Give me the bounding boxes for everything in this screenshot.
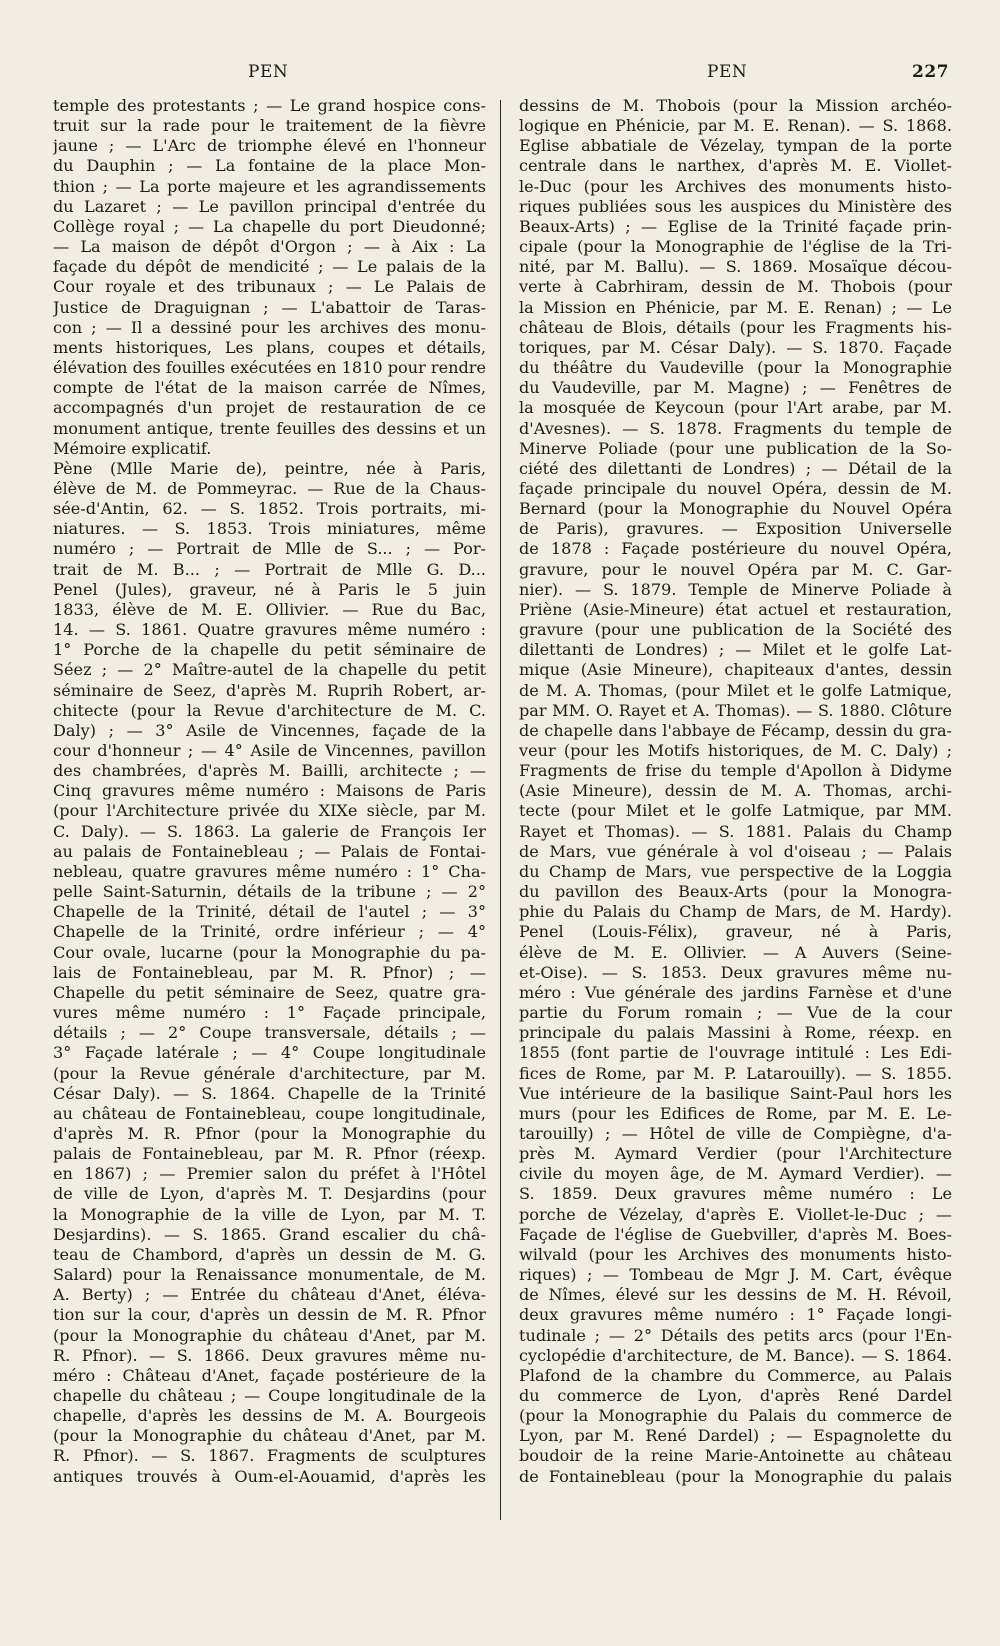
text-line: nebleau, quatre gravures même numéro : 1° Cha- (53, 861, 486, 881)
text-line: chapelle, d'après les dessins de M. A. Bourgeois (53, 1406, 486, 1426)
text-line: tudinale ; — 2° Détails des petits arcs (pour l'En- (519, 1325, 952, 1345)
text-line: (pour l'Architecture privée du XIXe siècle, par M. (53, 801, 486, 821)
text-line: Façade de l'église de Guebviller, d'après M. Boes- (519, 1224, 952, 1244)
text-line: du commerce de Lyon, d'après René Dardel (519, 1386, 952, 1405)
text-line: A. Berty) ; — Entrée du château d'Anet, éléva- (53, 1285, 486, 1305)
text-line: Penel (Louis-Félix), graveur, né à Paris, (519, 922, 952, 942)
text-line: de Nîmes, élevé sur les dessins de M. H. Révoil, (519, 1285, 952, 1305)
text-line: cipale (pour la Monographie de l'église de la Tri- (519, 237, 952, 257)
left-column (53, 96, 486, 1487)
text-line: — La maison de dépôt d'Orgon ; — à Aix : La (53, 237, 486, 257)
text-line: numéro ; — Portrait de Mlle de S... ; — Por- (53, 539, 486, 559)
text-line: élève de M. de Pommeyrac. — Rue de la Chaus- (53, 478, 486, 498)
text-line: Chapelle du petit séminaire de Seez, quatre gra- (53, 982, 486, 1002)
text-line: truit sur la rade pour le traitement de la fièvre (53, 116, 486, 136)
text-line: méro : Vue générale des jardins Farnèse et d'une (519, 982, 952, 1002)
text-line: du Champ de Mars, vue perspective de la Loggia (519, 861, 952, 881)
running-head-left: PEN (248, 62, 289, 82)
text-line: Collège royal ; — La chapelle du port Dieudonné; (53, 216, 486, 236)
text-line: fices de Rome, par M. P. Latarouilly). — S. 1855. (519, 1063, 952, 1083)
text-line: centrale dans le narthex, d'après M. E. Viollet- (519, 156, 952, 176)
text-line: de M. A. Thomas, (pour Milet et le golfe Latmique, (519, 680, 952, 700)
text-line: (pour la Monographie du château d'Anet, par M. (53, 1325, 486, 1345)
text-line: partie du Forum romain ; — Vue de la cour (519, 1003, 952, 1023)
text-line: cour d'honneur ; — 4° Asile de Vincennes, pavillon (53, 741, 486, 760)
text-line: veur (pour les Motifs historiques, de M. C. Daly) ; (519, 741, 952, 760)
text-line: gravure, pour le nouvel Opéra par M. C. Gar- (519, 559, 952, 579)
text-line: ciété des dilettanti de Londres) ; — Détail de la (519, 458, 952, 478)
text-line: élévation des fouilles exécutées en 1810 pour rendre (53, 358, 486, 378)
text-line: R. Pfnor). — S. 1867. Fragments de sculptures (53, 1446, 486, 1466)
text-line: au château de Fontainebleau, coupe longitudinale, (53, 1103, 486, 1123)
text-line: (Asie Mineure), dessin de M. A. Thomas, archi- (519, 781, 952, 801)
text-line: con ; — Il a dessiné pour les archives des monu- (53, 317, 486, 337)
text-line: le-Duc (pour les Archives des monuments histo- (519, 176, 952, 196)
text-line: gravure (pour une publication de la Société des (519, 620, 952, 640)
text-line: du Dauphin ; — La fontaine de la place Mon- (53, 156, 486, 176)
text-line: château de Blois, détails (pour les Fragments his- (519, 317, 952, 337)
text-line: César Daly). — S. 1864. Chapelle de la Trinité (53, 1083, 486, 1103)
text-line: de 1878 : Façade postérieure du nouvel Opéra, (519, 539, 952, 559)
text-line: Justice de Draguignan ; — L'abattoir de Taras- (53, 297, 486, 317)
text-line: (pour la Revue générale d'architecture, par M. (53, 1063, 486, 1083)
text-line: thion ; — La porte majeure et les agrandissements (53, 176, 486, 196)
text-line: Cour ovale, lucarne (pour la Monographie du pa- (53, 942, 486, 962)
text-line: trait de M. B... ; — Portrait de Mlle G. D... (53, 559, 486, 579)
text-line: d'après M. R. Pfnor (pour la Monographie du (53, 1123, 486, 1143)
text-line: la Monographie de la ville de Lyon, par M. T. (53, 1204, 486, 1224)
text-line: accompagnés d'un projet de restauration de ce (53, 398, 486, 418)
text-line: en 1867) ; — Premier salon du préfet à l'Hôtel (53, 1164, 486, 1184)
text-line: Mémoire explicatif. (53, 438, 212, 458)
text-line: tecte (pour Milet et le golfe Latmique, par MM. (519, 801, 952, 821)
text-line: élève de M. E. Ollivier. — A Auvers (Seine- (519, 942, 952, 962)
text-line: toriques, par M. César Daly). — S. 1870. Façade (519, 337, 952, 357)
text-line: Lyon, par M. René Dardel) ; — Espagnolette du (519, 1426, 952, 1446)
text-line: par MM. O. Rayet et A. Thomas). — S. 1880. Clôture (519, 700, 952, 720)
text-line: dessins de M. Thobois (pour la Mission archéo- (519, 96, 952, 115)
text-line: jaune ; — L'Arc de triomphe élevé en l'honneur (53, 136, 486, 156)
text-line: cyclopédie d'architecture, de M. Bance). — S. 1864. (519, 1345, 952, 1365)
text-line: 1855 (font partie de l'ouvrage intitulé : Les Edi- (519, 1043, 952, 1063)
text-line: du pavillon des Beaux-Arts (pour la Monogra- (519, 882, 952, 902)
text-line: Fragments de frise du temple d'Apollon à Didyme (519, 761, 952, 781)
text-line: du théâtre du Vaudeville (pour la Monographie (519, 358, 952, 378)
text-line: Pène (Mlle Marie de), peintre, née à Paris, (53, 458, 486, 478)
text-line: ments historiques, Les plans, coupes et détails, (53, 337, 486, 357)
text-line: méro : Château d'Anet, façade postérieure de la (53, 1365, 486, 1385)
text-line: au palais de Fontainebleau ; — Palais de Fontai- (53, 841, 486, 861)
text-line: C. Daly). — S. 1863. La galerie de François Ier (53, 821, 486, 841)
text-line: Priène (Asie-Mineure) état actuel et restauration, (519, 599, 952, 619)
text-line: wilvald (pour les Archives des monuments histo- (519, 1244, 952, 1264)
text-line: (pour la Monographie du château d'Anet, par M. (53, 1426, 486, 1446)
text-line: phie du Palais du Champ de Mars, de M. Hardy). (519, 902, 952, 922)
text-line: S. 1859. Deux gravures même numéro : Le (519, 1184, 952, 1204)
text-line: lais de Fontainebleau, par M. R. Pfnor) ; — (53, 962, 486, 982)
text-line: Séez ; — 2° Maître-autel de la chapelle du petit (53, 660, 486, 680)
text-line: temple des protestants ; — Le grand hospice cons- (53, 96, 486, 115)
text-line: des chambrées, d'après M. Bailli, architecte ; — (53, 761, 486, 781)
text-line: riques) ; — Tombeau de Mgr J. M. Cart, évêque (519, 1265, 952, 1285)
text-line: mique (Asie Mineure), chapiteaux d'antes, dessin (519, 660, 952, 680)
text-line: près M. Aymard Verdier (pour l'Architecture (519, 1144, 952, 1164)
text-line: façade du dépôt de mendicité ; — Le palais de la (53, 257, 486, 277)
text-line: Desjardins). — S. 1865. Grand escalier du châ- (53, 1224, 486, 1244)
text-line: boudoir de la reine Marie-Antoinette au château (519, 1446, 952, 1466)
text-line: Chapelle de la Trinité, ordre inférieur ; — 4° (53, 922, 486, 942)
text-line: de chapelle dans l'abbaye de Fécamp, dessin du gra- (519, 720, 952, 740)
text-line: logique en Phénicie, par M. E. Renan). — S. 1868. (519, 116, 952, 136)
text-line: Cour royale et des tribunaux ; — Le Palais de (53, 277, 486, 297)
text-line: palais de Fontainebleau, par M. R. Pfnor (réexp. (53, 1144, 486, 1164)
text-line: détails ; — 2° Coupe transversale, détails ; — (53, 1023, 486, 1043)
text-line: compte de l'état de la maison carrée de Nîmes, (53, 378, 486, 398)
text-line: de Mars, vue générale à vol d'oiseau ; — Palais (519, 841, 952, 861)
text-line: nier). — S. 1879. Temple de Minerve Poliade à (519, 579, 952, 599)
text-line: Plafond de la chambre du Commerce, au Palais (519, 1365, 952, 1385)
text-line: 1833, élève de M. E. Ollivier. — Rue du Bac, (53, 599, 486, 619)
text-line: tarouilly) ; — Hôtel de ville de Compiègne, d'a- (519, 1123, 952, 1143)
text-line: Minerve Poliade (pour une publication de la So- (519, 438, 952, 458)
text-line: antiques trouvés à Oum-el-Aouamid, d'après les (53, 1466, 486, 1486)
text-line: 1° Porche de la chapelle du petit séminaire de (53, 640, 486, 660)
right-column (519, 96, 952, 1487)
text-line: deux gravures même numéro : 1° Façade longi- (519, 1305, 952, 1325)
text-line: Beaux-Arts) ; — Eglise de la Trinité façade prin- (519, 216, 952, 236)
text-line: et-Oise). — S. 1853. Deux gravures même nu- (519, 962, 952, 982)
text-line: Bernard (pour la Monographie du Nouvel Opéra (519, 499, 952, 519)
text-line: nité, par M. Ballu). — S. 1869. Mosaïque décou- (519, 257, 952, 277)
text-line: sée-d'Antin, 62. — S. 1852. Trois portraits, mi- (53, 499, 486, 519)
text-line: de Fontainebleau (pour la Monographie du palais (519, 1466, 952, 1486)
text-line: du Lazaret ; — Le pavillon principal d'entrée du (53, 196, 486, 216)
text-line: niatures. — S. 1853. Trois miniatures, même (53, 519, 486, 539)
text-line: d'Avesnes). — S. 1878. Fragments du temple de (519, 418, 952, 438)
text-line: dilettanti de Londres) ; — Milet et le golfe Lat- (519, 640, 952, 660)
text-line: R. Pfnor). — S. 1866. Deux gravures même nu- (53, 1345, 486, 1365)
running-head-right: PEN (707, 62, 748, 82)
text-line: de Paris), gravures. — Exposition Universelle (519, 519, 952, 539)
text-line: vures même numéro : 1° Façade principale, (53, 1003, 486, 1023)
text-line: teau de Chambord, d'après un dessin de M. G. (53, 1244, 486, 1264)
text-line: la mosquée de Keycoun (pour l'Art arabe, par M. (519, 398, 952, 418)
text-line: Vue intérieure de la basilique Saint-Paul hors les (519, 1083, 952, 1103)
text-line: porche de Vézelay, d'après E. Viollet-le-Duc ; — (519, 1204, 952, 1224)
text-line: Rayet et Thomas). — S. 1881. Palais du Champ (519, 821, 952, 841)
text-line: riques publiées sous les auspices du Ministère des (519, 196, 952, 216)
text-line: Eglise abbatiale de Vézelay, tympan de la porte (519, 136, 952, 156)
text-line: Daly) ; — 3° Asile de Vincennes, façade de la (53, 720, 486, 740)
text-line: chapelle du château ; — Coupe longitudinale de la (53, 1386, 486, 1405)
text-line: séminaire de Seez, d'après M. Ruprih Robert, ar- (53, 680, 486, 700)
column-divider (500, 100, 501, 1520)
text-line: chitecte (pour la Revue d'architecture de M. C. (53, 700, 486, 720)
text-line: civile du moyen âge, de M. Aymard Verdier). — (519, 1164, 952, 1184)
page-number: 227 (912, 62, 949, 82)
text-line: murs (pour les Edifices de Rome, par M. E. Le- (519, 1103, 952, 1123)
text-line: 14. — S. 1861. Quatre gravures même numéro : (53, 620, 486, 640)
text-line: Cinq gravures même numéro : Maisons de Paris (53, 781, 486, 801)
text-line: façade principale du nouvel Opéra, dessin de M. (519, 478, 952, 498)
text-line: monument antique, trente feuilles des dessins et un (53, 418, 486, 438)
text-line: pelle Saint-Saturnin, détails de la tribune ; — 2° (53, 882, 486, 902)
text-line: Salard) pour la Renaissance monumentale, de M. (53, 1265, 486, 1285)
text-line: la Mission en Phénicie, par M. E. Renan) ; — Le (519, 297, 952, 317)
text-line: 3° Façade latérale ; — 4° Coupe longitudinale (53, 1043, 486, 1063)
text-line: (pour la Monographie du Palais du commerce de (519, 1406, 952, 1426)
text-line: tion sur la cour, d'après un dessin de M. R. Pfnor (53, 1305, 486, 1325)
text-line: principale du palais Massini à Rome, réexp. en (519, 1023, 952, 1043)
text-line: Penel (Jules), graveur, né à Paris le 5 juin (53, 579, 486, 599)
text-line: Chapelle de la Trinité, détail de l'autel ; — 3° (53, 902, 486, 922)
text-line: du Vaudeville, par M. Magne) ; — Fenêtres de (519, 378, 952, 398)
text-line: verte à Cabrhiram, dessin de M. Thobois (pour (519, 277, 952, 297)
text-line: de ville de Lyon, d'après M. T. Desjardins (pour (53, 1184, 486, 1204)
